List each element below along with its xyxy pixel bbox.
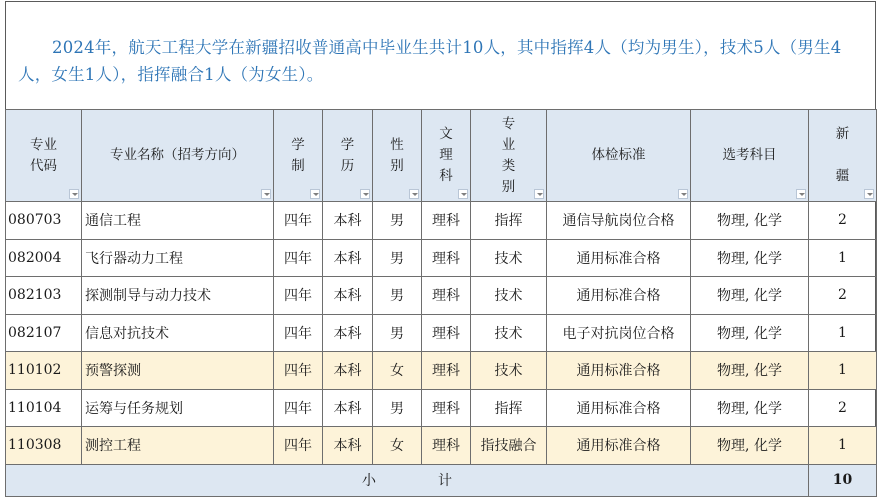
cell-count: 2 [809, 277, 877, 315]
cell-gender: 男 [373, 277, 422, 315]
header-arts-science: 文 理 科 [422, 110, 471, 202]
cell-subjects: 物理, 化学 [691, 202, 809, 240]
header-medical: 体检标准 [547, 110, 691, 202]
cell-degree: 本科 [323, 277, 373, 315]
cell-subjects: 物理, 化学 [691, 277, 809, 315]
cell-count: 1 [809, 239, 877, 277]
filter-dropdown-icon[interactable] [310, 189, 320, 199]
cell-subjects: 物理, 化学 [691, 352, 809, 390]
cell-gender: 男 [373, 202, 422, 240]
filter-dropdown-icon[interactable] [458, 189, 468, 199]
cell-degree: 本科 [323, 352, 373, 390]
cell-count: 2 [809, 202, 877, 240]
cell-code: 110308 [6, 427, 82, 465]
header-duration: 学 制 [274, 110, 323, 202]
cell-duration: 四年 [274, 202, 323, 240]
subtotal-row [6, 464, 877, 496]
table-row [6, 352, 877, 390]
cell-duration: 四年 [274, 239, 323, 277]
cell-code: 080703 [6, 202, 82, 240]
cell-subjects: 物理, 化学 [691, 427, 809, 465]
cell-code: 110104 [6, 389, 82, 427]
filter-dropdown-icon[interactable] [409, 189, 419, 199]
cell-code: 082107 [6, 314, 82, 352]
cell-medical: 通用标准合格 [547, 427, 691, 465]
cell-name: 通信工程 [82, 202, 274, 240]
cell-gender: 男 [373, 389, 422, 427]
cell-duration: 四年 [274, 427, 323, 465]
filter-dropdown-icon[interactable] [796, 189, 806, 199]
cell-category: 技术 [471, 239, 547, 277]
cell-degree: 本科 [323, 239, 373, 277]
header-row [6, 110, 877, 202]
cell-name: 信息对抗技术 [82, 314, 274, 352]
header-code: 专业 代码 [6, 110, 82, 202]
cell-subjects: 物理, 化学 [691, 314, 809, 352]
cell-name: 飞行器动力工程 [82, 239, 274, 277]
cell-medical: 通用标准合格 [547, 389, 691, 427]
cell-arts-science: 理科 [422, 202, 471, 240]
table-row [6, 239, 877, 277]
admission-table [5, 109, 877, 497]
cell-name: 探测制导与动力技术 [82, 277, 274, 315]
cell-category: 指挥 [471, 202, 547, 240]
header-region: 新 疆 [809, 110, 877, 202]
filter-dropdown-icon[interactable] [678, 189, 688, 199]
subtotal-label: 小 计 [6, 464, 809, 496]
cell-medical: 通信导航岗位合格 [547, 202, 691, 240]
cell-subjects: 物理, 化学 [691, 239, 809, 277]
filter-dropdown-icon[interactable] [261, 189, 271, 199]
table-row [6, 277, 877, 315]
cell-gender: 女 [373, 427, 422, 465]
cell-duration: 四年 [274, 314, 323, 352]
cell-count: 1 [809, 427, 877, 465]
cell-category: 指技融合 [471, 427, 547, 465]
cell-gender: 女 [373, 352, 422, 390]
cell-category: 指挥 [471, 389, 547, 427]
filter-dropdown-icon[interactable] [360, 189, 370, 199]
table-row [6, 389, 877, 427]
cell-category: 技术 [471, 314, 547, 352]
cell-gender: 男 [373, 314, 422, 352]
header-subjects: 选考科目 [691, 110, 809, 202]
cell-arts-science: 理科 [422, 389, 471, 427]
filter-dropdown-icon[interactable] [534, 189, 544, 199]
cell-duration: 四年 [274, 352, 323, 390]
filter-dropdown-icon[interactable] [864, 189, 874, 199]
table-row [6, 314, 877, 352]
header-category: 专 业 类 别 [471, 110, 547, 202]
filter-dropdown-icon[interactable] [69, 189, 79, 199]
cell-code: 110102 [6, 352, 82, 390]
cell-medical: 通用标准合格 [547, 277, 691, 315]
cell-degree: 本科 [323, 202, 373, 240]
table-row [6, 427, 877, 465]
cell-count: 1 [809, 314, 877, 352]
cell-medical: 通用标准合格 [547, 239, 691, 277]
cell-duration: 四年 [274, 277, 323, 315]
cell-name: 预警探测 [82, 352, 274, 390]
cell-gender: 男 [373, 239, 422, 277]
intro-text: 2024年，航天工程大学在新疆招收普通高中毕业生共计10人，其中指挥4人（均为男生），技术5人（男生4人，女生1人），指挥融合1人（为女生）。 [18, 38, 842, 84]
cell-subjects: 物理, 化学 [691, 389, 809, 427]
cell-duration: 四年 [274, 389, 323, 427]
cell-medical: 通用标准合格 [547, 352, 691, 390]
cell-arts-science: 理科 [422, 277, 471, 315]
table-row [6, 202, 877, 240]
cell-medical: 电子对抗岗位合格 [547, 314, 691, 352]
cell-arts-science: 理科 [422, 427, 471, 465]
subtotal-value: 10 [809, 464, 877, 496]
cell-count: 1 [809, 352, 877, 390]
cell-degree: 本科 [323, 389, 373, 427]
cell-name: 测控工程 [82, 427, 274, 465]
cell-count: 2 [809, 389, 877, 427]
cell-category: 技术 [471, 352, 547, 390]
cell-degree: 本科 [323, 427, 373, 465]
cell-category: 技术 [471, 277, 547, 315]
cell-arts-science: 理科 [422, 314, 471, 352]
cell-name: 运筹与任务规划 [82, 389, 274, 427]
intro-paragraph [6, 2, 874, 108]
header-degree: 学 历 [323, 110, 373, 202]
cell-code: 082103 [6, 277, 82, 315]
cell-arts-science: 理科 [422, 352, 471, 390]
header-gender: 性 别 [373, 110, 422, 202]
cell-degree: 本科 [323, 314, 373, 352]
header-name: 专业名称（招考方向） [82, 110, 274, 202]
cell-arts-science: 理科 [422, 239, 471, 277]
cell-code: 082004 [6, 239, 82, 277]
